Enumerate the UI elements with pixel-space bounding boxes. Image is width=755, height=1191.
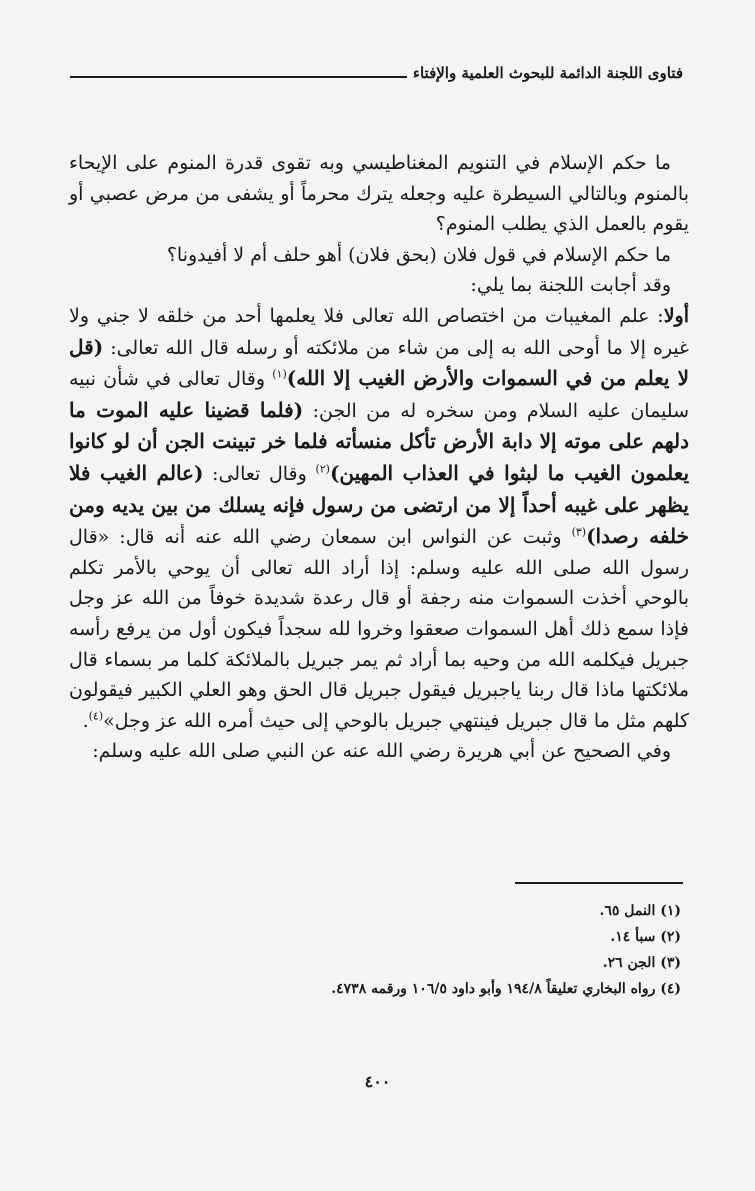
footnote-2: (٢) سبأ ١٤. xyxy=(610,929,681,945)
footnote-ref-3: (٣) xyxy=(571,525,587,539)
footnote-4: (٤) رواه البخاري تعليقاً ١٩٤/٨ وأبو داود ١٠٦/٥ ورقمه ٤٧٣٨. xyxy=(331,981,681,997)
question-paragraph-2: ما حكم الإسلام في قول فلان (بحق فلان) أهو حلف أم لا أفيدونا؟ xyxy=(166,243,671,266)
header-title: فتاوى اللجنة الدائمة للبحوث العلمية والإفتاء xyxy=(412,64,683,82)
footnote-1: (١) النمل ٦٥. xyxy=(599,903,681,919)
footnotes xyxy=(81,898,681,1002)
answer-text-1a: : علم المغيبات من اختصاص الله تعالى فلا يعلمها أحد من خلقه لا جني ولا غيره إلا ما أوحى الله به إلى من شاء من ملائكته أو رسله قال الله تعالى: xyxy=(69,304,689,359)
answer-text-1b: وقال تعالى في شأن نبيه سليمان عليه السلام ومن سخره له من الجن: xyxy=(69,368,689,422)
header-rule xyxy=(70,76,407,78)
answer-paragraph-2: وفي الصحيح عن أبي هريرة رضي الله عنه عن النبي صلى الله عليه وسلم: xyxy=(92,740,671,763)
footnote-3: (٣) الجن ٢٦. xyxy=(602,955,681,971)
main-text xyxy=(69,148,689,767)
answer-intro: وقد أجابت اللجنة بما يلي: xyxy=(470,274,671,297)
verse-3: (عالم الغيب فلا يظهر على غيبه أحداً إلا من ارتضى من رسول فإنه يسلك من بين يديه ومن خلفه رصدا) xyxy=(69,460,689,549)
footnote-ref-1: (١) xyxy=(272,367,287,381)
footnote-rule xyxy=(515,882,683,884)
answer-text-1c: وقال تعالى: xyxy=(203,462,316,485)
footnote-ref-2: (٢) xyxy=(315,462,330,476)
running-header xyxy=(70,52,683,82)
verse-1: (قل لا يعلم من في السموات والأرض الغيب إلا الله) xyxy=(69,334,690,391)
verse-2: (فلما قضينا عليه الموت ما دلهم على موته إلا دابة الأرض تأكل منسأته فلما خر تبينت الجن أن لو كانوا يعلمون الغيب ما لبثوا في العذاب المهين) xyxy=(69,397,690,485)
page-number: ٤٠٠ xyxy=(364,1072,391,1091)
answer-text-1e: . xyxy=(82,709,89,732)
footnote-ref-4: (٤) xyxy=(88,709,104,723)
first-label: أولا xyxy=(663,304,689,327)
question-paragraph-1: ما حكم الإسلام في التنويم المغناطيسي وبه تقوى قدرة المنوم على الإيحاء بالمنوم وبالتالي السيطرة عليه وجعله يترك محرماً أو يشفى من مرض عصبي أو يقوم بالعمل الذي يطلب المنوم؟ xyxy=(69,152,689,236)
answer-text-1d: وثبت عن النواس ابن سمعان رضي الله عنه أنه قال: «قال رسول الله صلى الله عليه وسلم: إذا أراد الله تعالى أن يوحي بالأمر تكلم بالوحي أخذت السموات منه رجفة أو قال رعدة شديدة خوفاً من الله عز وجل فإذا سمع ذلك أهل السموات صعقوا وخروا لله سجداً فيكون أول من يرفع رأسه جبريل فيكلمه الله من وحيه بما أراد ثم يمر جبريل بالملائكة كلما مر بسماء قال ملائكتها ماذا قال ربنا ياجبريل فيقول جبريل قال الحق وهو العلي الكبير فيقولون كلهم مثل ما قال جبريل فينتهي جبريل بالوحي إلى حيث أمره الله عز وجل» xyxy=(69,526,689,732)
answer-paragraph-1 xyxy=(69,301,689,736)
